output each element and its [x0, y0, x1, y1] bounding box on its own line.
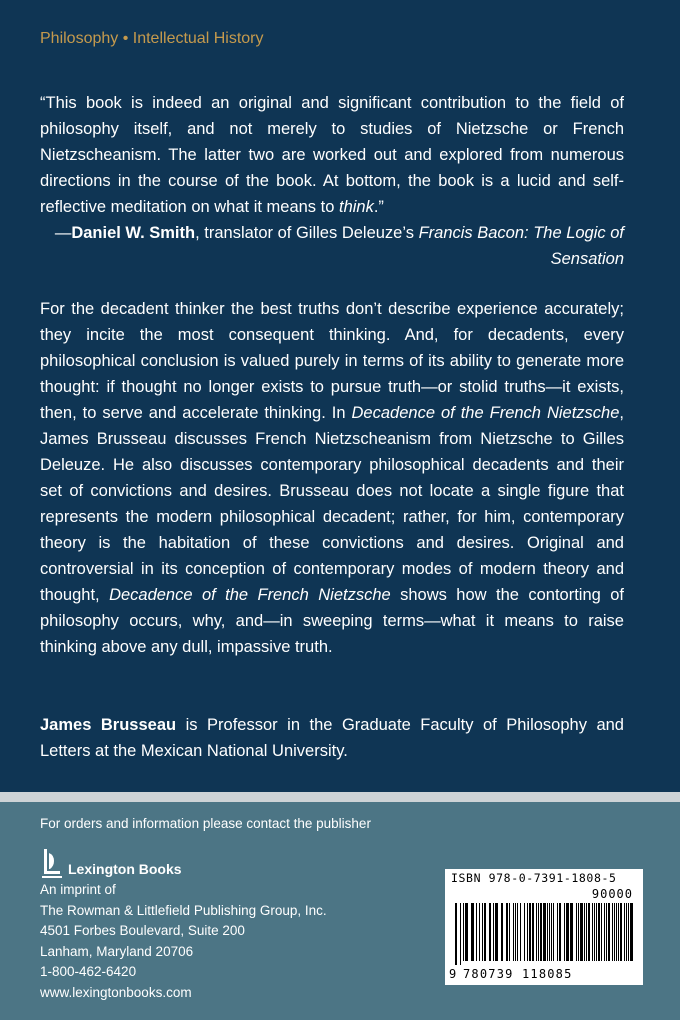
barcode-bar	[559, 903, 561, 961]
barcode-bar	[586, 903, 587, 961]
barcode-bar	[549, 903, 550, 961]
barcode-bar	[608, 903, 610, 961]
barcode-bar	[620, 903, 622, 961]
city-address: Lanham, Maryland 20706	[40, 943, 194, 959]
barcode-bar	[501, 903, 503, 961]
barcode-bar	[484, 903, 486, 961]
barcode-bar	[584, 903, 585, 961]
barcode-bar	[527, 903, 528, 961]
barcode-bar	[536, 903, 537, 961]
barcode-bar	[598, 903, 600, 961]
barcode-bar	[513, 903, 514, 961]
barcode-bar	[460, 903, 461, 965]
barcode-bar	[489, 903, 491, 961]
barcode-bar	[479, 903, 480, 961]
barcode-bar	[580, 903, 583, 961]
barcode-bar	[463, 903, 464, 961]
barcode-bar	[517, 903, 518, 961]
isbn-barcode	[445, 869, 643, 985]
barcode-bar	[482, 903, 483, 961]
barcode-bar	[557, 903, 558, 961]
barcode-bar	[538, 903, 539, 961]
barcode-bar	[520, 903, 521, 961]
barcode-bar	[594, 903, 595, 961]
barcode-bar	[495, 903, 498, 961]
endorsement-attribution: —Daniel W. Smith, translator of Gilles Deleuze’s Francis Bacon: The Logic of Sensation	[54, 224, 624, 268]
barcode-bar	[476, 903, 477, 961]
barcode-bar	[509, 903, 510, 961]
barcode-digits: 780739 118085	[463, 967, 573, 981]
barcode-bar	[524, 903, 525, 961]
barcode-bar	[630, 903, 633, 961]
divider-band	[0, 792, 680, 802]
barcode-bar	[540, 903, 542, 961]
barcode-bar	[465, 903, 468, 961]
barcode-bar	[532, 903, 534, 961]
phone-number: 1-800-462-6420	[40, 964, 137, 979]
barcode-bar	[455, 903, 457, 965]
barcode-bar	[624, 903, 625, 961]
barcode-bar	[596, 903, 597, 961]
barcode-bar	[506, 903, 508, 961]
barcode-bar	[628, 903, 629, 961]
barcode-bar	[570, 903, 573, 961]
subject-category: Philosophy • Intellectual History	[40, 30, 264, 47]
book-description: For the decadent thinker the best truths don’t describe experience accurately; they incite the most consequent thinking. And, for decadents, every philosophical conclusion is valued purely in terms of its ability to generate more thought: if thought no longer exists to pursue truth—or stolid truths—it exists, then, to serve and accelerate thinking. In Decadence of the French Nietzsche, James Brusseau discusses French Nietzscheanism from Nietzsche to Gilles Deleuze. He also discusses contemporary philosophical decadents and their set of convictions and desires. Brusseau does not locate a single figure that represents the modern philosophical decadent; rather, for him, contemporary theory is the habitation of these convictions and desires. Original and controversial in its conception of contemporary modes of modern theory and thought, Decadence of the French Nietzsche shows how the contorting of philosophy occurs, why, and—in sweeping terms—what it means to raise thinking above any dull, impassive truth.	[40, 300, 624, 656]
publisher-address	[40, 880, 327, 1003]
author-bio: James Brusseau is Professor in the Graduate Faculty of Philosophy and Letters at the Mexican National University.	[40, 716, 624, 760]
barcode-bar	[612, 903, 613, 961]
barcode-lead-digit: 9	[449, 967, 457, 981]
barcode-bars	[451, 903, 637, 965]
barcode-bar	[588, 903, 590, 961]
barcode-bar	[576, 903, 577, 961]
barcode-bar	[493, 903, 494, 961]
street-address: 4501 Forbes Boulevard, Suite 200	[40, 923, 245, 938]
barcode-bar	[601, 903, 602, 961]
orders-note: For orders and information please contact the publisher	[40, 816, 371, 831]
barcode-bar	[471, 903, 474, 961]
barcode-bar	[578, 903, 579, 961]
endorser-name: Daniel W. Smith	[71, 224, 196, 242]
publisher-logo	[40, 843, 182, 879]
author-name: James Brusseau	[40, 716, 177, 734]
barcode-bar	[553, 903, 554, 961]
barcode-bar	[551, 903, 552, 961]
price-code: 90000	[591, 887, 633, 901]
parent-company: The Rowman & Littlefield Publishing Group, Inc.	[40, 902, 327, 918]
barcode-bar	[547, 903, 548, 961]
barcode-bar	[626, 903, 627, 961]
barcode-bar	[564, 903, 565, 961]
barcode-bar	[515, 903, 516, 961]
barcode-bar	[543, 903, 546, 961]
endorser-work: Francis Bacon: The Logic of Sensation	[418, 224, 624, 268]
barcode-bar	[604, 903, 605, 961]
website-link: www.lexingtonbooks.com	[40, 984, 192, 1000]
barcode-bar	[618, 903, 619, 961]
barcode-bar	[529, 903, 531, 961]
barcode-bar	[616, 903, 617, 961]
barcode-bar	[566, 903, 569, 961]
barcode-bar	[606, 903, 607, 961]
imprint-line: An imprint of	[40, 882, 116, 897]
isbn-number: ISBN 978-0-7391-1808-5	[451, 871, 617, 885]
lexington-logo-icon	[40, 847, 64, 879]
barcode-bar	[614, 903, 615, 961]
endorsement-quote: “This book is indeed an original and significant contribution to the field of philosophy itself, and not merely to studies of Nietzsche or French Nietzscheanism. The latter two are worked out and explored from numerous directions in the course of the book. At bottom, the book is a lucid and self-reflective meditation on what it means to think.”	[40, 94, 624, 216]
barcode-bar	[592, 903, 593, 961]
publisher-name: Lexington Books	[68, 861, 182, 877]
